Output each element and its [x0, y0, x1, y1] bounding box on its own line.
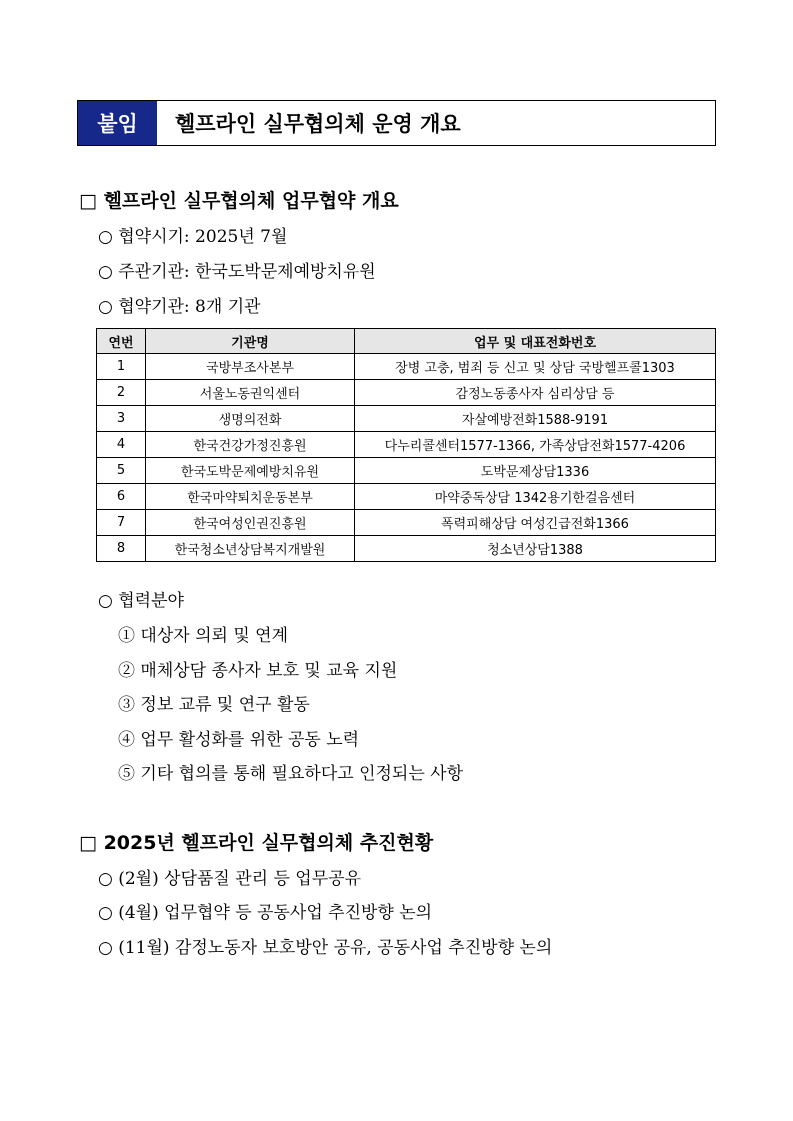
row-number: 3 — [97, 406, 146, 432]
row-number: 5 — [97, 458, 146, 484]
row-organization: 한국마약퇴치운동본부 — [146, 484, 355, 510]
row-number: 2 — [97, 380, 146, 406]
table-row — [97, 484, 716, 510]
row-number: 4 — [97, 432, 146, 458]
cooperation-item: ⑤ 기타 협의를 통해 필요하다고 인정되는 사항 — [118, 764, 464, 784]
host-organization: ○ 주관기관: 한국도박문제예방치유원 — [98, 262, 376, 282]
progress-item: ○ (2월) 상담품질 관리 등 업무공유 — [98, 869, 361, 889]
table-row — [97, 536, 716, 562]
table-row — [97, 380, 716, 406]
organization-table — [96, 328, 716, 562]
cooperation-item: ② 매체상담 종사자 보호 및 교육 지원 — [118, 661, 398, 681]
section1-heading: □ 헬프라인 실무협의체 업무협약 개요 — [79, 190, 399, 212]
row-service: 장병 고충, 범죄 등 신고 및 상담 국방헬프콜1303 — [355, 354, 716, 380]
row-number: 1 — [97, 354, 146, 380]
page-title: 헬프라인 실무협의체 운영 개요 — [175, 112, 461, 136]
row-number: 8 — [97, 536, 146, 562]
row-organization: 한국청소년상담복지개발원 — [146, 536, 355, 562]
cooperation-item: ④ 업무 활성화를 위한 공동 노력 — [118, 730, 360, 750]
table-row — [97, 432, 716, 458]
agreement-date: ○ 협약시기: 2025년 7월 — [98, 227, 288, 247]
row-organization: 한국여성인권진흥원 — [146, 510, 355, 536]
section2-heading: □ 2025년 헬프라인 실무협의체 추진현황 — [79, 832, 434, 854]
cooperation-item: ③ 정보 교류 및 연구 활동 — [118, 695, 310, 715]
row-service: 다누리콜센터1577-1366, 가족상담전화1577-4206 — [355, 432, 716, 458]
row-service: 자살예방전화1588-9191 — [355, 406, 716, 432]
header-service: 업무 및 대표전화번호 — [355, 329, 716, 354]
table-row — [97, 458, 716, 484]
table-header-row — [97, 329, 716, 354]
row-organization: 서울노동권익센터 — [146, 380, 355, 406]
header-number: 연번 — [97, 329, 146, 354]
table-row — [97, 406, 716, 432]
row-organization: 한국도박문제예방치유원 — [146, 458, 355, 484]
title-box — [77, 100, 716, 146]
table-row — [97, 354, 716, 380]
partner-organizations: ○ 협약기관: 8개 기관 — [98, 297, 261, 317]
progress-item: ○ (4월) 업무협약 등 공동사업 추진방향 논의 — [98, 903, 433, 923]
row-number: 6 — [97, 484, 146, 510]
table-row — [97, 510, 716, 536]
row-number: 7 — [97, 510, 146, 536]
row-service: 도박문제상담1336 — [355, 458, 716, 484]
row-service: 마약중독상담 1342용기한걸음센터 — [355, 484, 716, 510]
row-service: 감정노동종사자 심리상담 등 — [355, 380, 716, 406]
row-organization: 한국건강가정진흥원 — [146, 432, 355, 458]
progress-item: ○ (11월) 감정노동자 보호방안 공유, 공동사업 추진방향 논의 — [98, 938, 553, 958]
cooperation-title: ○ 협력분야 — [98, 591, 184, 611]
row-organization: 생명의전화 — [146, 406, 355, 432]
attachment-badge: 붙임 — [78, 101, 157, 145]
row-service: 폭력피해상담 여성긴급전화1366 — [355, 510, 716, 536]
header-organization: 기관명 — [146, 329, 355, 354]
row-organization: 국방부조사본부 — [146, 354, 355, 380]
cooperation-item: ① 대상자 의뢰 및 연계 — [118, 626, 288, 646]
row-service: 청소년상담1388 — [355, 536, 716, 562]
